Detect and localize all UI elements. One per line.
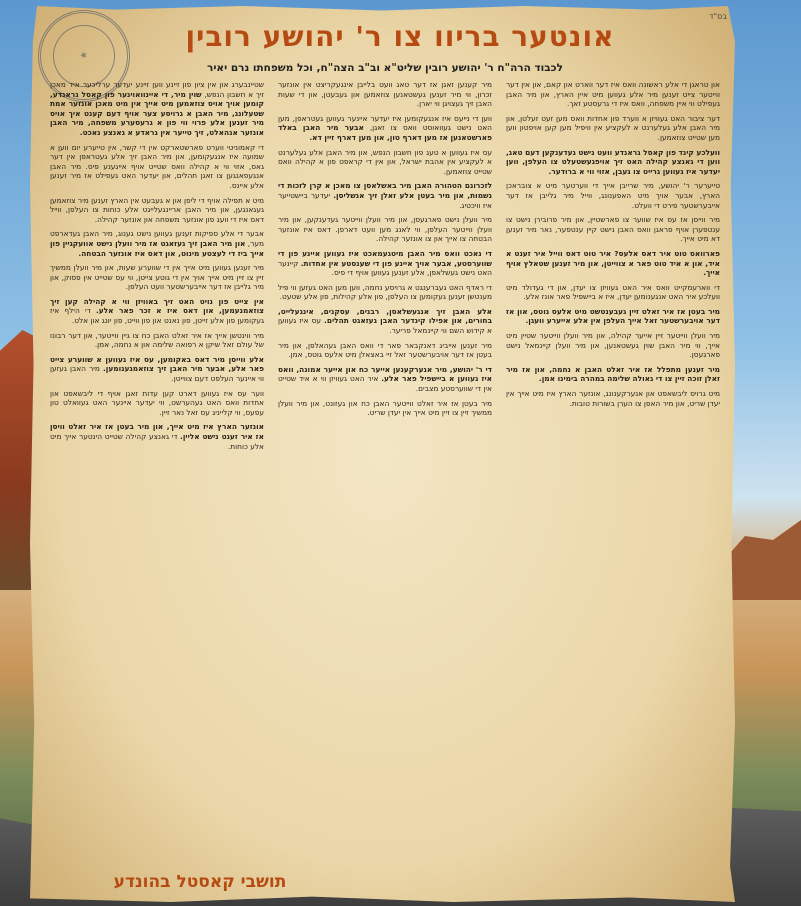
paragraph: מיר ווינטשן אייך אז איר זאלט האבן כח צו גיין ווייטער, און דער רבונו של עולם זאל שיקן א רפואה שלימה און א נחמה, אמן. [50, 330, 264, 350]
paragraph: מיר זענען געווען מיט אייך אין די שווערע שעות, און מיר וועלן ממשיך זיין צו זיין מיט אייך אויך אין די גוטע צייטן, ווי עס שטייט אין פסוק, און מיר גלייבן אז דער אייבערשטער וועט העלפן. [50, 263, 264, 292]
letter-title: אונטער בריוו צו ר' יהושע רובין [185, 20, 615, 53]
paragraph: מיר קענען זאגן אז דער טאג וועט בלייבן אינגעקריצט אין אונזער זכרון, ווי מיר זענען געשטאנען צוזאמען און געבעטן, און די שעות האבן זיך געצויגן ווי יארן. [278, 80, 492, 109]
paragraph: פארוואס טוט איר דאס אלעס? איר טוט דאס ווייל איר זענט א איד, און א איד טוט פאר א צווייטן, און מיר זענען שטאלץ אויף אייך. [506, 248, 720, 278]
text-column-1 [50, 80, 264, 860]
stamp-star: ★ [78, 49, 90, 63]
paragraph: אלע האבן זיך אנגעשלאסן, רבנים, עסקנים, אינגעלייט, בחורים, און אפילו קינדער האבן געזאגט תהלים. עס איז געווען א קידוש השם ווי קיינמאל פריער. [278, 306, 492, 336]
paragraph: מיר זענען אייביג דאנקבאר פאר די וואס האבן געהאלפן, און מיר בעטן אז דער אויבערשטער זאל זיי באצאלן מיט אלעס גוטס, אמן. [278, 340, 492, 360]
paragraph: מיר בעטן אז איר זאלט ווייטער האבן כח און געזונט, און מיר וועלן ממשיך זיין צו זיין מיט אייך אין יעדן שריט. [278, 398, 492, 418]
paragraph: די ר' יהושע, מיר אנערקענען אייער כח און אייער אמונה, וואס איז געווען א ביישפיל פאר אלע. איר האט געוויזן ווי א איד שטייט אין די שווערסטע מצבים. [278, 364, 492, 394]
paragraph: די ווארעמקייט וואס איר האט געוויזן צו יעדן, און די געדולד מיט וועלכע איר האט אנגענומען יעדן, איז א ביישפיל פאר אונז אלע. [506, 282, 720, 302]
paragraph: ווען די נייעס איז אנגעקומען איז יעדער איינער געווען געטראפן, מען האט נישט געוואוסט וואס צו זאגן, אבער מיר האבן באלד פארשטאנען אז מען דארף טון, און מען דארף זיין דא. [278, 113, 492, 142]
text-column-2 [278, 80, 492, 860]
text-column-3 [506, 80, 720, 860]
letter-body [50, 80, 720, 860]
paragraph: שטיינבערג און אין ציון פון זיינע ווען זיינע יעדער ערליכער איד מאכן זיך א חשבון הנפש, שוין מיר, די איינוואוינער פון קאסל גראנדע, קומען אויך אויס צוזאמען מיט אייך אין מיט מאכן אונזער אמת שטעלונג, מיר האבן א גרויסע צער אויף דעם קענט איך אויס מיר זענען אלע פרוי ווי פון א גרעסערע משפחה, מיר האבן אונזער אנהאלט, זיך טייער אין גראדע א גאנצע נאכט. [50, 80, 264, 137]
paragraph: וועלכע קינד פון קאסל גראנדע וועט נישט געדענקען דעם טאג, ווען די גאנצע קהילה האט זיך אויפגעשטעלט צו העלפן, ווען יעדער איז געווען גרייט צו געבן, אזוי ווי א ברודער. [506, 147, 720, 176]
paragraph: מיר זענען מתפלל אז איר זאלט האבן א נחמה, און אז מיר זאלן זוכה זיין צו די גאולה שלימה במהרה בימינו אמן. [506, 364, 720, 384]
paragraph: מיט א תפילה אויף די ליפן און א געבעט אין הארץ זענען מיר צוזאמען געגאנגען, און מיר האבן אריינגעלייגט אלע כוחות צו העלפן, ווייל דאס איז די וועג פון אונזער משפחה און אונזער קהילה. [50, 195, 264, 224]
paragraph: די ראדף האט געברענגט א גרויסע נחמה, ווען מען האט געזען ווי פיל מענטשן זענען געקומען צו העלפן, פון אלע קהילות, פון אלע שטעט. [278, 282, 492, 302]
footer-signature: תושבי קאסטל בהונדע [113, 872, 287, 892]
paragraph: ווער עס איז געווען דארט קען עדות זאגן אויף די ליבשאפט און אחדות וואס האט געהערשט, ווי יעדער איינער האט געוואלט טון עפעס, ווי קלייניג עס זאל נאר זיין. [50, 388, 264, 417]
paragraph: אין צייט פון נויט האט זיך באוויזן ווי א קהילה קען זיך צוזאמנעמען, און דאס איז א זכר פאר אלע. די הילף איז געקומען פון אלע זייטן, פון נאנט און פון ווייט, פון יונג און אלט. [50, 296, 264, 326]
paragraph: מיר בעטן אז איר זאלט זיין געבענטשט מיט אלעס גוטס, און אז דער אויבערשטער זאל אייך העלפן אין אלע אייערע וועגן. [506, 306, 720, 326]
letter-subtitle: לכבוד הרה"ח ר' יהושע רובין שליט"א וב"ב הצה"ח, וכל משפחתו נרם יאיר [207, 62, 563, 74]
paragraph: טייערער ר' יהושע, מיר שרייבן אייך די ווערטער מיט א צובראכן הארץ, אבער אויך מיט האפענונג, ווייל מיר גלייבן אז דער אייבערשטער פירט די וועלט. [506, 181, 720, 210]
paragraph: מיר וועלן נישט פארגעסן, און מיר וועלן ווייטער געדענקען, און מיר וועלן ווייטער העלפן, ווי לאנג מען וועט דארפן. דאס איז אונזער הבטחה צו אייך און צו אונזער קהילה. [278, 215, 492, 244]
paragraph: די נאכט וואס מיר האבן מיטגעמאכט איז געווען איינע פון די שווערסטע, אבער אויך איינע פון די שענסטע אין אחדות. קיינער האט נישט געשלאפן, אלע זענען געווען אויף די פיס. [278, 248, 492, 278]
paragraph: מיר וועלן ווייטער זיין אייער קהילה, און מיר וועלן ווייטער שטיין מיט אייך, ווי מיר האבן שוין געשטאנען, און מיר וועלן קיינמאל נישט פארגעסן. [506, 331, 720, 360]
paragraph: מיט גרויס ליבשאפט און אנערקענונג, אונזער הארץ איז מיט אייך אין יעדן שריט, און מיר האפן צו הערן בשורות טובות. [506, 389, 720, 408]
paragraph: דער ציבור האט געוויזן א ווערד פון אחדות וואס מען זעט זעלטן, און מיר האבן אלע געלערנט א לעקציע אין וויפיל מען קען אויפטון ווען מען שטייט צוזאמען. [506, 113, 720, 142]
paragraph: מיר ווייסן אז עס איז שווער צו פארשטיין, און מיר פרובירן נישט צו ענטפערן אויף פראגן וואס האבן נישט קיין ענטפער, נאר מיר זענען דא מיט אייך. [506, 215, 720, 244]
paragraph: די קאמוניטי ווערט פארשטארקט אין די קשר, אין טייערע יום ווען א שמועה איז אנגעקומען, און מיר האבן זיך אלע געטראפן אין דער גאס, אזוי ווי א קהילה וואס שטייט אויף אייגענע פיס. מיר האבן אנגעפאנגען צו זאגן תהלים, און יעדער האט געפילט אז מיר זענען אלע איינס. [50, 142, 264, 190]
paragraph: אבער די אלע ספיקות זענען געווען נישט גענוג, מיר האבן געדארפט מער, און מיר האבן זיך געזאגט אז מיר וועלן נישט אוועקגיין פון אייך ביז די לעצטע מינוט, און דאס איז אונזער הבטחה. [50, 229, 264, 258]
paragraph: עס איז געווען א טעג פון חשבון הנפש, און מיר האבן אלע געלערנט א לעקציע אין אהבת ישראל, און אין די קראפט פון א קהילה וואס שטייט צוזאמען. [278, 147, 492, 176]
paragraph: און טראגן די אלע ראשונה וואס איז דער ווארט און קאם, און אין דער ווייטער צייט זענען מיר אלע געווען מיט איין הארץ, און מיר האבן געפילט ווי איין משפחה, וואס איז די גרעסטע זאך. [506, 80, 720, 109]
paragraph: אלע ווייסן מיר דאס באקומען, עס איז געווען א שווערע צייט פאר אלע, אבער מיר האבן זיך צוזאמגענומען. מיר האבן געזען ווי איינער העלפט דעם צווייטן. [50, 354, 264, 384]
paragraph: אונזער הארץ איז מיט אייך, און מיר בעטן אז איר זאלט וויסן אז איר זענט נישט אליין. די גאנצע קהילה שטייט הינטער אייך מיט אלע כוחות. [50, 422, 264, 451]
corner-tag: בס"ד [709, 12, 727, 21]
paragraph: לזכרונם הטהורה האבן מיר באשלאסן צו מאכן א קרן לזכות די נשמות, און מיר בעטן אלע זאלן זיך אנשליסן. יעדער ביישטייער איז וויכטיג. [278, 181, 492, 210]
